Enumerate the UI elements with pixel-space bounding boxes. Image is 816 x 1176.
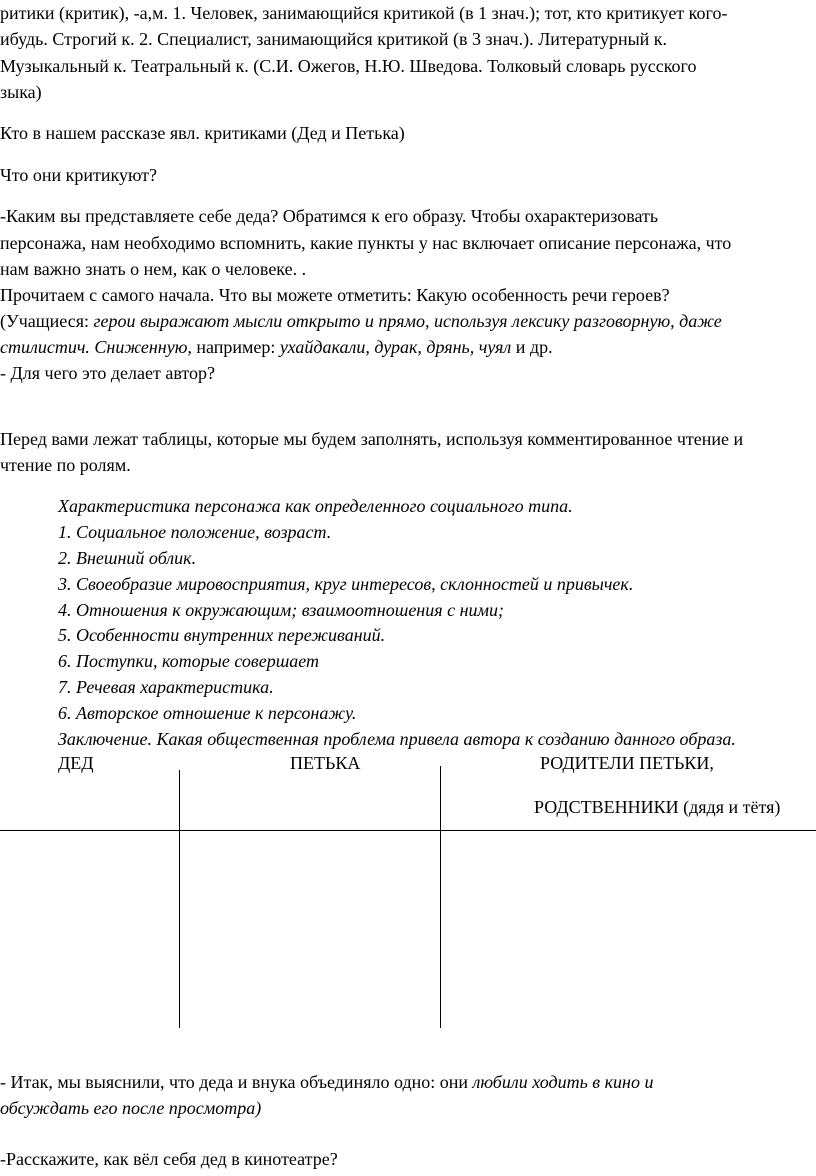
table-column-divider xyxy=(179,770,180,1028)
definition-line: Музыкальный к. Театральный к. (С.И. Ожегов, Н.Ю. Шведова. Толковый словарь русского xyxy=(0,56,697,76)
summary-plain: - Итак, мы выяснили, что деда и внука объединяло одно: они xyxy=(0,1072,473,1092)
answer-italic: герои выражают мысли открыто и прямо, используя лексику разговорную, даже xyxy=(93,311,722,331)
tables-intro-line: чтение по ролям. xyxy=(0,455,131,475)
answer-plain: например: xyxy=(191,337,280,357)
definition-line: ритики (критик), -а,м. 1. Человек, занимающийся критикой (в 1 знач.); тот, кто критикует кого- xyxy=(0,3,728,23)
list-item: 2. Внешний облик. xyxy=(58,548,197,568)
answer-plain: и др. xyxy=(511,337,553,357)
table-column-divider xyxy=(440,766,441,1028)
answer-italic: стилистич. Сниженную, xyxy=(0,337,192,357)
characteristics-title: Характеристика персонажа как определенного социального типа. xyxy=(58,496,573,516)
definition-line: ибудь. Строгий к. 2. Специалист, занимающийся критикой (в 3 знач.). Литературный к. xyxy=(0,29,668,49)
paragraph-line: персонажа, нам необходимо вспомнить, какие пункты у нас включает описание персонажа, что xyxy=(0,233,732,253)
summary-italic: любили ходить в кино и xyxy=(472,1072,654,1092)
column-header-petka: ПЕТЬКА xyxy=(290,753,361,773)
paragraph-line: нам важно знать о нем, как о человеке. . xyxy=(0,259,307,279)
answer-examples: ухайдакали, дурак, дрянь, чуял xyxy=(279,337,512,357)
answer-label: (Учащиеся: xyxy=(0,311,94,331)
list-item: 3. Своеобразие мировосприятия, круг интересов, склонностей и привычек. xyxy=(58,574,634,594)
summary-line xyxy=(0,1071,653,1093)
paragraph-line: Прочитаем с самого начала. Что вы можете отметить: Какую особенность речи героев? xyxy=(0,285,670,305)
tables-intro-line: Перед вами лежат таблицы, которые мы будем заполнять, используя комментированное чтение и xyxy=(0,429,744,449)
column-header-relatives: РОДСТВЕННИКИ (дядя и тётя) xyxy=(534,797,781,817)
characteristics-conclusion: Заключение. Какая общественная проблема привела автора к созданию данного образа. xyxy=(58,729,736,749)
table-header-divider xyxy=(0,830,816,831)
question-cinema: -Расскажите, как вёл себя дед в кинотеатре? xyxy=(0,1149,338,1169)
list-item: 1. Социальное положение, возраст. xyxy=(58,522,332,542)
list-item: 5. Особенности внутренних переживаний. xyxy=(58,625,386,645)
list-item: 4. Отношения к окружающим; взаимоотношения с ними; xyxy=(58,600,505,620)
list-item: 6. Поступки, которые совершает xyxy=(58,651,320,671)
column-header-parents: РОДИТЕЛИ ПЕТЬКИ, xyxy=(540,753,714,773)
paragraph-line: - Для чего это делает автор? xyxy=(0,363,215,383)
question-critics: Кто в нашем рассказе явл. критиками (Дед и Петька) xyxy=(0,123,405,143)
list-item: 7. Речевая характеристика. xyxy=(58,677,274,697)
paragraph-line: -Каким вы представляете себе деда? Обратимся к его образу. Чтобы охарактеризовать xyxy=(0,206,659,226)
question-what-criticize: Что они критикуют? xyxy=(0,165,158,185)
students-answer-line xyxy=(0,310,722,332)
definition-line: зыка) xyxy=(0,82,42,102)
summary-line: обсуждать его после просмотра) xyxy=(0,1098,262,1118)
column-header-ded: ДЕД xyxy=(58,753,94,773)
students-answer-line xyxy=(0,336,553,358)
list-item: 6. Авторское отношение к персонажу. xyxy=(58,703,357,723)
